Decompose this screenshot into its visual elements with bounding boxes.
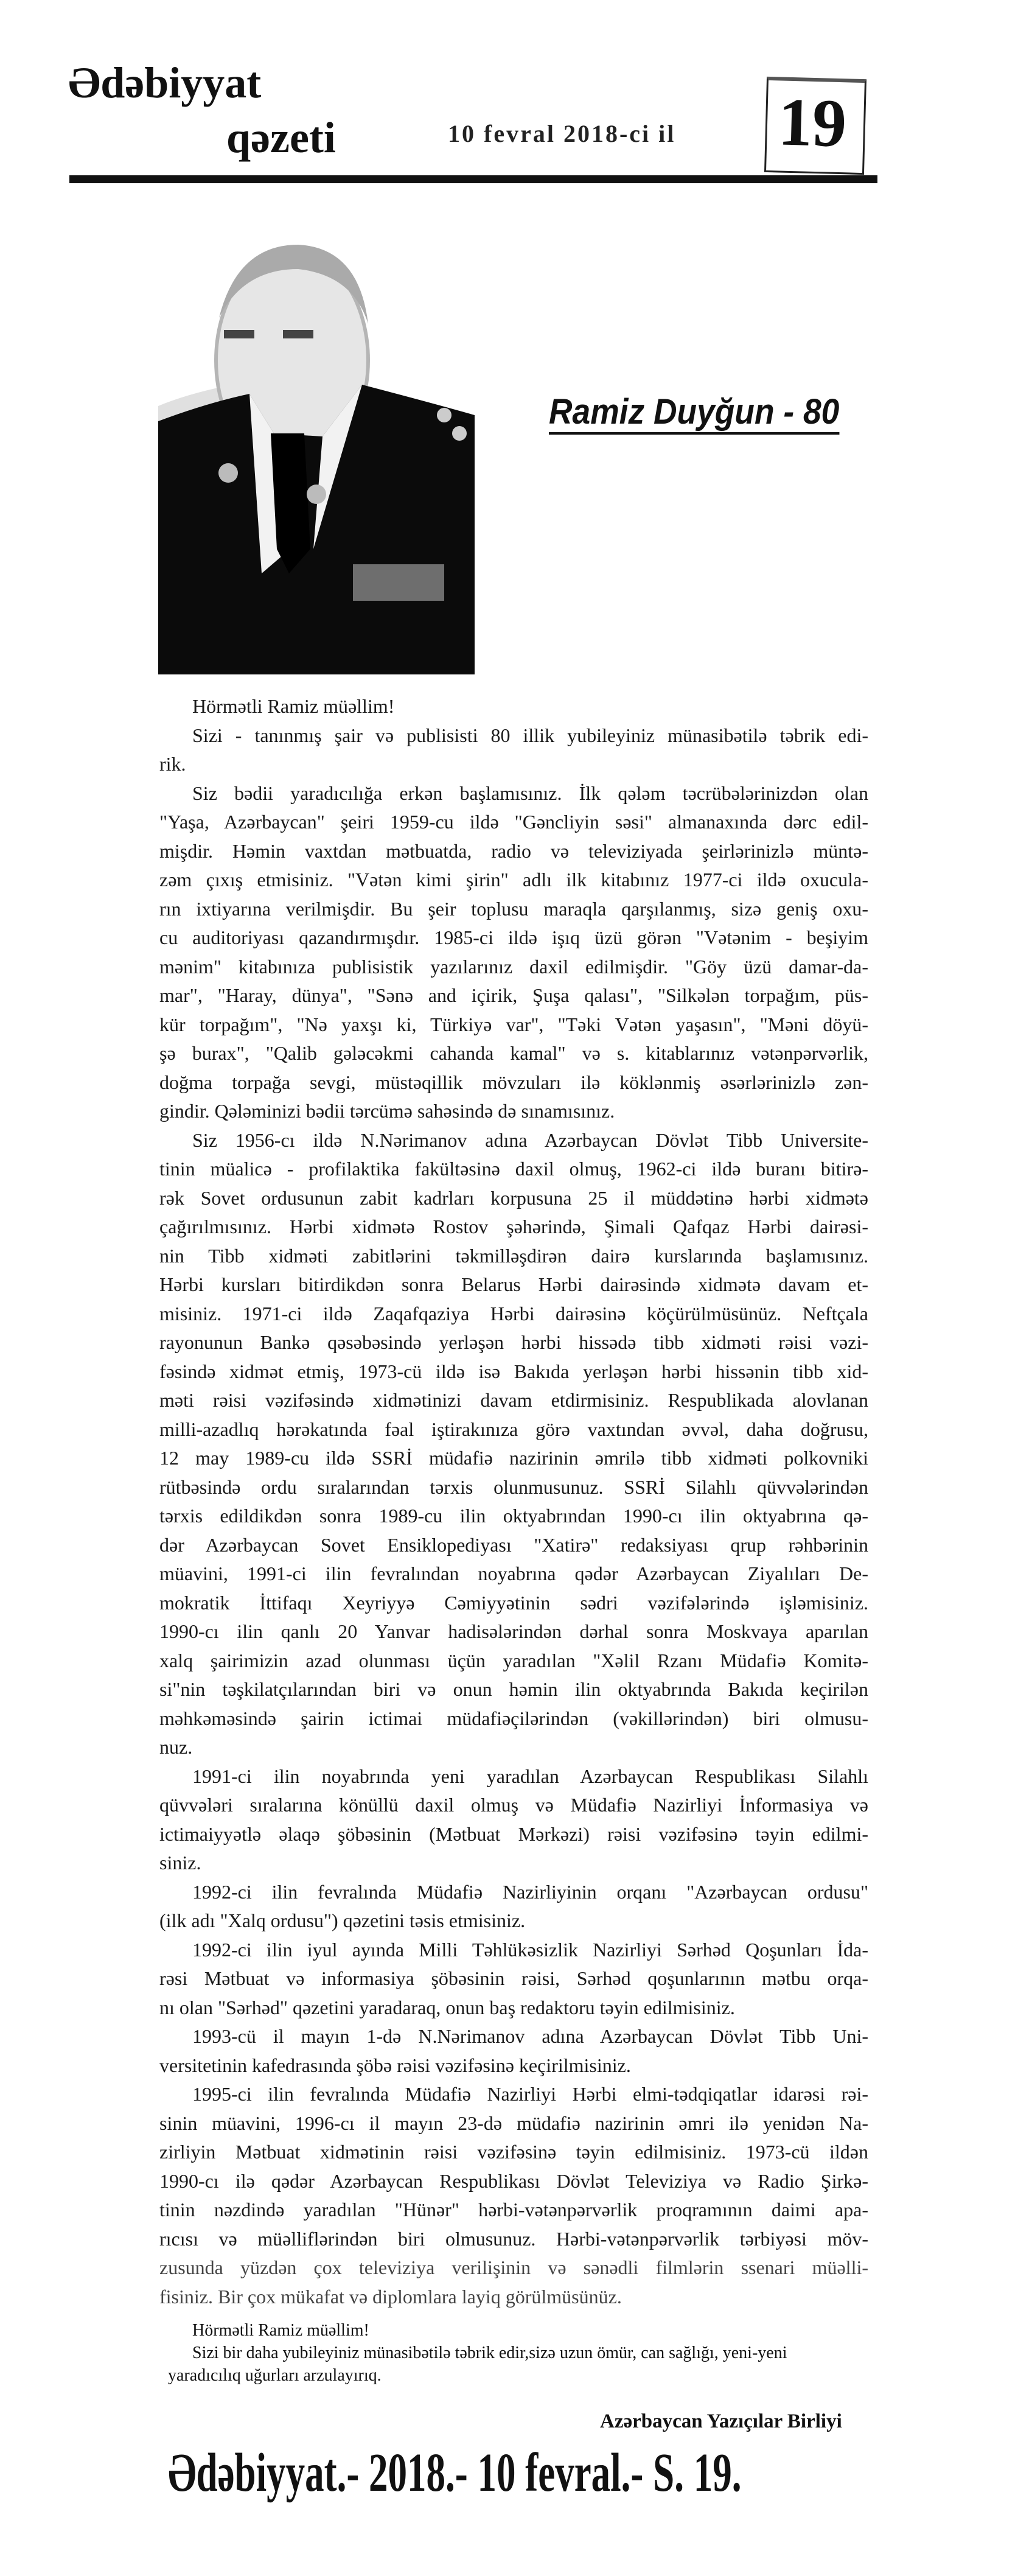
article-paragraph	[159, 2022, 868, 2080]
article-line: xalq şairimizin azad olunması üçün yaradılan "Xəlil Rzanı Müdafiə Komitə-	[159, 1649, 868, 1671]
article-line: rıcısı və müəlliflərindən biri olmusunuz. Hərbi-vətənpərvərlik tərbiyəsi möv-	[159, 2227, 868, 2250]
article-line: 1992-ci ilin fevralında Müdafiə Nazirliyinin orqanı "Azərbaycan ordusu"	[192, 1880, 868, 1903]
article-line: Siz 1956-cı ildə N.Nərimanov adına Azərbaycan Dövlət Tibb Universite-	[192, 1129, 868, 1151]
article-line: zirliyin Mətbuat xidmətinin rəisi vəzifəsinə təyin edilmisiniz. 1973-cü ildən	[159, 2141, 868, 2163]
article-line: siniz.	[159, 1852, 201, 1874]
article-paragraph	[159, 721, 868, 779]
article-line: mənim" kitabınıza publisistik yazılarınız daxil edilmişdir. "Göy üzü damar-da-	[159, 955, 868, 978]
article-line: "Yaşa, Azərbaycan" şeiri 1959-cu ildə "Gəncliyin səsi" almanaxında dərc edil-	[159, 811, 868, 833]
article-line: tərxis edildikdən sonra 1989-cu ilin oktyabrından 1990-cı ilin oktyabrına qə-	[159, 1505, 868, 1527]
article-line: zusunda yüzdən çox televiziya verilişinin və sənədli filmlərin ssenari müəlli-	[159, 2256, 868, 2278]
closing-line: Sizi bir daha yubileyiniz münasibətilə təbrik edir,sizə uzun ömür, can sağlığı, yeni-yeni	[192, 2343, 787, 2362]
newspaper-title: Ədəbiyyat	[68, 58, 262, 107]
article-line: 1993-cü il mayın 1-də N.Nərimanov adına Azərbaycan Dövlət Tibb Uni-	[192, 2025, 868, 2047]
article-line: ictimaiyyətlə əlaqə şöbəsinin (Mətbuat Mərkəzi) rəisi vəzifəsinə təyin edilmi-	[159, 1822, 868, 1845]
article-line: tinin nəzdində yaradılan "Hünər" hərbi-vətənpərvərlik proqramının daimi apa-	[159, 2199, 868, 2221]
article-line: 1991-ci ilin noyabrında yeni yaradılan Azərbaycan Respublikası Silahlı	[192, 1765, 868, 1787]
article-line: məti rəisi vəzifəsində xidmətinizi davam etdirmisiniz. Respublikada alovlanan	[159, 1389, 868, 1411]
newspaper-title-subline: qəzeti	[226, 113, 336, 162]
article-paragraph	[159, 2080, 868, 2311]
article-paragraph	[159, 692, 868, 721]
article-line: rütbəsində ordu sıralarından tərxis olunmusunuz. SSRİ Silahlı qüvvələrindən	[159, 1475, 868, 1498]
article-line: nin Tibb xidməti zabitlərini təkmilləşdirən dairə kurslarında başlamısınız.	[159, 1244, 868, 1267]
article-line: dər Azərbaycan Sovet Ensiklopediyası "Xatirə" redaksiyası qrup rəhbərinin	[159, 1533, 868, 1556]
article-line: 1992-ci ilin iyul ayında Milli Təhlükəsizlik Nazirliyi Sərhəd Qoşunları İda-	[192, 1938, 868, 1961]
article-paragraph	[159, 779, 868, 1126]
article-line: rın ixtiyarına verilmişdir. Bu şeir toplusu maraqla qarşılanmış, sizə geniş oxu-	[159, 897, 868, 920]
article-body	[159, 692, 868, 2311]
article-line: zəm çıxış etmisiniz. "Vətən kimi şirin" adlı ilk kitabınız 1977-ci ildə oxucula-	[159, 869, 868, 891]
article-line: qüvvələri sıralarına könüllü daxil olmuş və Müdafiə Nazirliyi İnformasiya və	[159, 1794, 868, 1816]
closing-salutation: Hörmətli Ramiz müəllim!	[192, 2321, 369, 2340]
article-line: nı olan "Sərhəd" qəzetini yaradaraq, onun baş redaktoru təyin edilmisiniz.	[159, 1996, 735, 2018]
portrait-medals	[353, 564, 444, 601]
article-line: mişdir. Həmin vaxtdan mətbuatda, radio və televiziyada şeirlərinizlə müntə-	[159, 839, 868, 862]
closing-greeting	[168, 2319, 862, 2387]
article-line: mar", "Haray, dünya", "Sənə and içirik, Şuşa qalası", "Silkələn torpağım, püs-	[159, 984, 868, 1006]
article-line: 1995-ci ilin fevralında Müdafiə Nazirliyi Hərbi elmi-tədqiqatlar idarəsi rəi-	[192, 2083, 868, 2105]
article-line: kür torpağım", "Nə yaxşı ki, Türkiyə var", "Təki Vətən yaşasın", "Məni döyü-	[159, 1013, 868, 1035]
article-line: məhkəməsində şairin ictimai müdafiəçilərindən (vəkillərindən) biri olmusu-	[159, 1707, 868, 1729]
article-line: müavini, 1991-ci ilin fevralından noyabrına qədər Azərbaycan Ziyalıları De-	[159, 1563, 868, 1584]
signature: Azərbaycan Yazıçılar Birliyi	[600, 2410, 842, 2432]
source-citation: Ədəbiyyat.- 2018.- 10 fevral.- S. 19.	[168, 2443, 742, 2503]
article-line: şə burax", "Qalib gələcəkmi cahanda kamal" və s. kitablarınız vətənpərvərlik,	[159, 1042, 868, 1064]
closing-line: yaradıcılıq uğurları arzulayırıq.	[168, 2366, 382, 2385]
article-line: Hərbi kursları bitirdikdən sonra Belarus Hərbi dairəsində xidmətə davam et-	[159, 1273, 868, 1295]
article-line: (ilk adı "Xalq ordusu") qəzetini təsis etmisiniz.	[159, 1909, 526, 1931]
article-line: rayonunun Bankə qəsəbəsində yerləşən hərbi hissədə tibb xidməti rəisi vəzi-	[159, 1331, 868, 1353]
article-line: Hörmətli Ramiz müəllim!	[192, 695, 395, 717]
page-number: 19	[777, 84, 848, 162]
article-paragraph	[159, 1762, 868, 1878]
article-line: rəsi Mətbuat və informasiya şöbəsinin rəisi, Sərhəd qoşunlarının mətbu orqa-	[159, 1967, 868, 1989]
article-line: misiniz. 1971-ci ildə Zaqafqaziya Hərbi dairəsinə köçürülmüsünüz. Neftçala	[159, 1302, 868, 1325]
page-number-box	[764, 77, 866, 175]
article-paragraph	[159, 1936, 868, 2023]
article-line: gindir. Qələminizi bədii tərcümə sahəsində də sınamısınız.	[159, 1100, 615, 1122]
article-line: tinin müalicə - profilaktika fakültəsinə daxil olmuş, 1962-ci ildə buranı bitirə-	[159, 1158, 868, 1180]
article-paragraph	[159, 1126, 868, 1762]
article-line: çağırılmısınız. Hərbi xidmətə Rostov şəhərində, Şimali Qafqaz Hərbi dairəsi-	[159, 1216, 868, 1237]
article-line: mokratik İttifaqı Xeyriyyə Cəmiyyətinin sədri vəzifələrində işləmisiniz.	[159, 1591, 868, 1614]
article-headline: Ramiz Duyğun - 80	[549, 394, 839, 435]
article-line: fisiniz. Bir çox mükafat və diplomlara layiq görülmüsünüz.	[159, 2285, 622, 2308]
article-line: milli-azadlıq hərəkatında fəal iştirakınıza görə vaxtından əvvəl, daha doğrusu,	[159, 1418, 868, 1440]
article-line: versitetinin kafedrasında şöbə rəisi vəzifəsinə keçirilmisiniz.	[159, 2054, 631, 2076]
article-line: 1990-cı ilə qədər Azərbaycan Respublikası Dövlət Televiziya və Radio Şirkə-	[159, 2169, 868, 2192]
article-line: sinin müavini, 1996-cı il mayın 23-də müdafiə nazirinin əmri ilə yenidən Na-	[159, 2112, 868, 2134]
article-line: 12 may 1989-cu ildə SSRİ müdafiə nazirinin əmrilə tibb xidməti polkovniki	[159, 1447, 868, 1469]
article-paragraph	[159, 1878, 868, 1936]
article-line: 1990-cı ilin qanlı 20 Yanvar hadisələrindən dərhal sonra Moskvaya aparılan	[159, 1620, 868, 1642]
article-line: Sizi - tanınmış şair və publisisti 80 illik yubileyiniz münasibətilə təbrik edi-	[192, 724, 868, 746]
issue-date: 10 fevral 2018-ci il	[448, 120, 676, 147]
article-line: si"nin təşkilatçılarından biri və onun həmin ilin oktyabrında Bakıda keçirilən	[159, 1678, 868, 1700]
article-line: Siz bədii yaradıcılığa erkən başlamısınız. İlk qələm təcrübələrinizdən olan	[192, 782, 868, 804]
article-line: rik.	[159, 753, 186, 775]
article-line: cu auditoriyası qazandırmışdır. 1985-ci ildə işıq üzü görən "Vətənim - beşiyim	[159, 926, 868, 948]
article-line: doğma torpağa sevgi, müstəqillik mövzuları ilə köklənmiş əsərlərinizlə zən-	[159, 1071, 868, 1093]
article-line: fəsində xidmət etmiş, 1973-cü ildə isə Bakıda yerləşən hərbi hissənin tibb xid-	[159, 1360, 868, 1382]
masthead-rule	[69, 175, 877, 183]
article-line: nuz.	[159, 1736, 193, 1758]
portrait-photo	[158, 233, 529, 674]
article-line: rək Sovet ordusunun zabit kadrları korpusuna 25 il müddətinə hərbi xidmətə	[159, 1186, 868, 1209]
